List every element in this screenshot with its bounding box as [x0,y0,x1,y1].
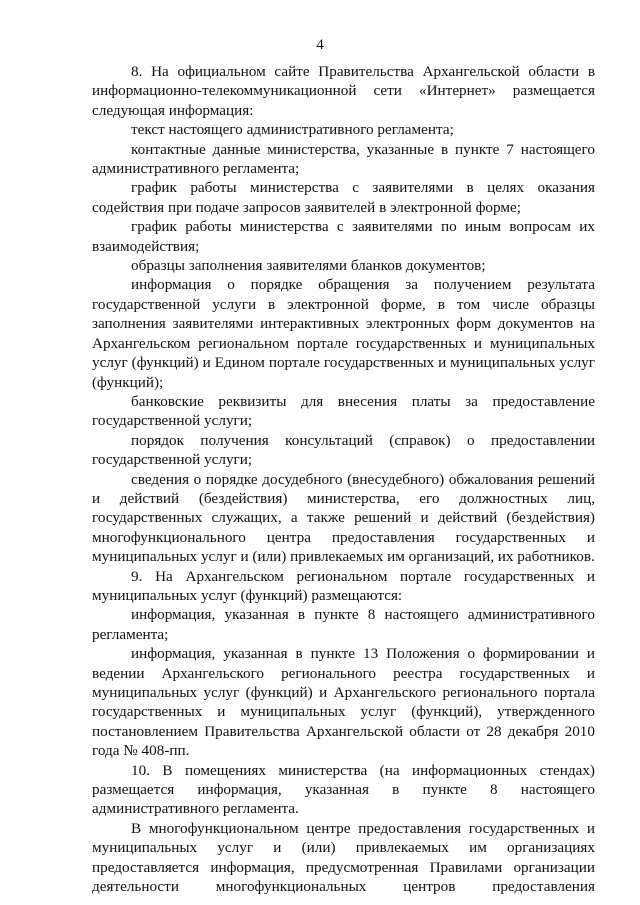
list-item-form-samples: образцы заполнения заявителями бланков документов; [131,257,486,275]
list-item-point-8-info: информация, указанная в пункте 8 настоящего административного регламента; [92,606,595,643]
page-number: 4 [316,37,324,53]
paragraph-9-intro: 9. На Архангельском региональном портале государственных и муниципальных услуг (функций) размещаются: [92,567,595,604]
list-item-appeal-procedure: сведения о порядке досудебного (внесудебного) обжалования решений и действий (бездействия) министерства, его должностных лиц, государственных служащих, а также решений и действий (бездействия) многофункционального центра предоставления государственных и муниципальных услуг и (или) привлекаемых им организаций, их работников. [92,470,595,566]
list-item-electronic-procedure: информация о порядке обращения за получением результата государственной услуги в электронной форме, в том числе образцы заполнения заявителями интерактивных электронных форм документов на Архангельском региональном портале государственных и муниципальных услуг (функций) и Едином портале государственных и муниципальных услуг (функций); [92,276,595,391]
list-item-consultations: порядок получения консультаций (справок) о предоставлении государственной услуги; [92,431,595,469]
list-item-contact-data: контактные данные министерства, указанные в пункте 7 настоящего административного регламента; [92,140,595,178]
document-body [92,62,595,896]
list-item-regulation-text: текст настоящего административного регламента; [131,121,454,139]
paragraph-8-intro: 8. На официальном сайте Правительства Архангельской области в информационно-телекоммуникационной сети «Интернет» размещается следующая информация: [92,63,595,119]
paragraph-mfc-info: В многофункциональном центре предоставления государственных и муниципальных услуг и (или) привлекаемых им организациях предоставляется информация, предусмотренная Правилами организации деятельности многофункциональных центров предоставления [92,819,595,896]
list-item-other-schedule: график работы министерства с заявителями по иным вопросам их взаимодействия; [92,218,595,255]
paragraph-10: 10. В помещениях министерства (на информационных стендах) размещается информация, указанная в пункте 8 настоящего административного регламента. [92,761,595,818]
list-item-point-13-info: информация, указанная в пункте 13 Положения о формировании и ведении Архангельского регионального реестра государственных и муниципальных услуг (функций) и Архангельского регионального портала государственных и муниципальных услуг (функций), утвержденного постановлением Правительства Архангельской области от 28 декабря 2010 года № 408-пп. [92,645,595,760]
list-item-bank-details: банковские реквизиты для внесения платы за предоставление государственной услуги; [92,392,595,430]
list-item-electronic-schedule: график работы министерства с заявителями в целях оказания содействия при подаче запросов заявителей в электронной форме; [92,179,595,216]
